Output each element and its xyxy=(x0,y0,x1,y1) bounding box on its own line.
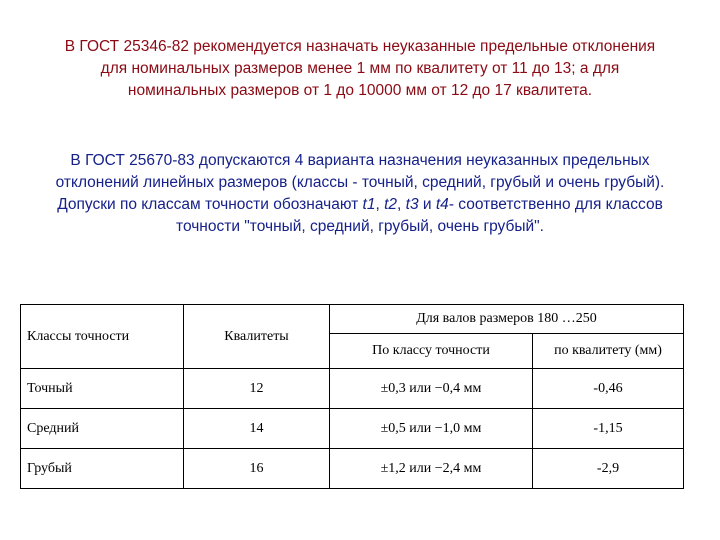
separator-3: и xyxy=(418,196,436,213)
tolerance-t2: t2 xyxy=(384,196,398,213)
cell-qualitet: 16 xyxy=(184,449,330,489)
tolerance-t4: t4 xyxy=(435,196,449,213)
paragraph1-line-1: В ГОСТ 25346-82 рекомендуется назначать неуказанные предельные отклонения xyxy=(64,38,656,55)
line3-suffix: - соответственно для классов xyxy=(448,196,663,213)
paragraph2-line-2: отклонений линейных размеров (классы - точный, средний, грубый и очень грубый). xyxy=(55,174,665,191)
table-row xyxy=(21,409,684,449)
cell-by-qualitet: -0,46 xyxy=(533,369,684,409)
cell-by-class: ±0,3 или −0,4 мм xyxy=(330,369,533,409)
header-qualitets: Квалитеты xyxy=(184,305,330,369)
paragraph1-line-2: для номинальных размеров менее 1 мм по квалитету от 11 до 13; а для xyxy=(100,60,620,77)
header-by-qualitet: по квалитету (мм) xyxy=(533,334,684,369)
cell-qualitet: 14 xyxy=(184,409,330,449)
table-row xyxy=(21,369,684,409)
paragraph2-line-1: В ГОСТ 25670-83 допускаются 4 варианта назначения неуказанных предельных xyxy=(70,152,650,169)
gost-25346-paragraph xyxy=(0,36,720,102)
table-header-row-1 xyxy=(21,305,684,334)
paragraph2-line-4: точности "точный, средний, грубый, очень грубый". xyxy=(176,218,544,235)
tolerance-table xyxy=(20,304,684,489)
cell-class: Средний xyxy=(21,409,184,449)
header-group: Для валов размеров 180 …250 xyxy=(330,305,684,334)
header-by-class: По классу точности xyxy=(330,334,533,369)
cell-class: Грубый xyxy=(21,449,184,489)
tolerance-t3: t3 xyxy=(405,196,419,213)
paragraph2-line-3 xyxy=(0,194,720,216)
cell-by-class: ±1,2 или −2,4 мм xyxy=(330,449,533,489)
table-row xyxy=(21,449,684,489)
cell-by-qualitet: -1,15 xyxy=(533,409,684,449)
gost-25670-paragraph xyxy=(0,150,720,238)
line3-prefix: Допуски по классам точности обозначают xyxy=(57,196,363,213)
separator-2: , xyxy=(397,196,406,213)
cell-by-class: ±0,5 или −1,0 мм xyxy=(330,409,533,449)
tolerance-t1: t1 xyxy=(362,196,376,213)
cell-qualitet: 12 xyxy=(184,369,330,409)
separator-1: , xyxy=(375,196,385,213)
cell-by-qualitet: -2,9 xyxy=(533,449,684,489)
cell-class: Точный xyxy=(21,369,184,409)
header-classes: Классы точности xyxy=(21,305,184,369)
paragraph1-line-3: номинальных размеров от 1 до 10000 мм от 12 до 17 квалитета. xyxy=(127,82,593,99)
